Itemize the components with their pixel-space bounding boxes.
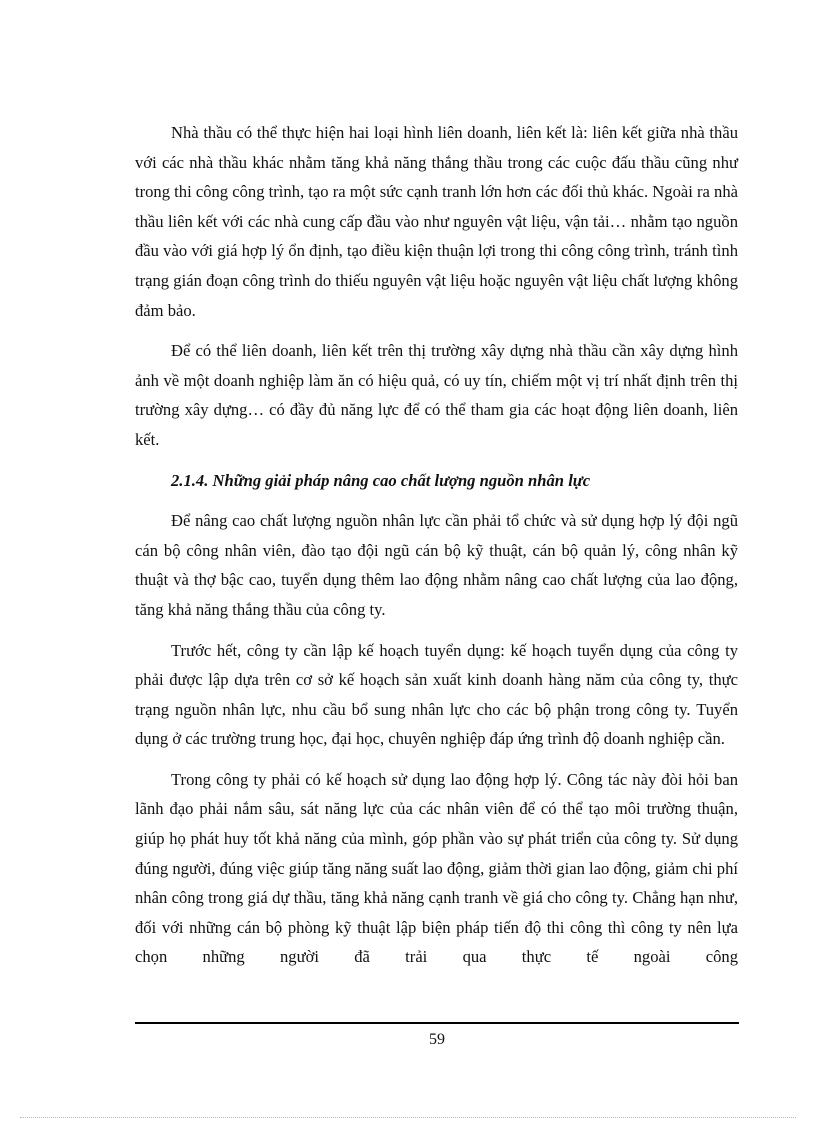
paragraph-hr-quality: Để nâng cao chất lượng nguồn nhân lực cần phải tổ chức và sử dụng hợp lý đội ngũ cán bộ công nhân viên, đào tạo đội ngũ cán bộ kỹ thuật, cán bộ quản lý, công nhân kỹ thuật và thợ bậc cao, tuyển dụng thêm lao động nhằm nâng cao chất lượng của lao động, tăng khả năng thắng thầu của công ty. [135,511,738,619]
paragraph-recruitment-plan: Trước hết, công ty cần lập kế hoạch tuyển dụng: kế hoạch tuyển dụng của công ty phải được lập dựa trên cơ sở kế hoạch sản xuất kinh doanh hàng năm của công ty, thực trạng nguồn nhân lực, nhu cầu bổ sung nhân lực cho các bộ phận trong công ty. Tuyển dụng ở các trường trung học, đại học, chuyên nghiệp đáp ứng trình độ doanh nghiệp cần. [135,640,738,749]
paragraph-labor-usage: Trong công ty phải có kế hoạch sử dụng lao động hợp lý. Công tác này đòi hỏi ban lãnh đạo phải nắm sâu, sát năng lực của các nhân viên để có thể tạo môi trường thuận, giúp họ phát huy tốt khả năng của mình, góp phần vào sự phát triển của công ty. Sử dụng đúng người, đúng việc giúp tăng năng suất lao động, giảm thời gian lao động, giảm chi phí nhân công trong giá dự thầu, tăng khả năng cạnh tranh về giá cho công ty. Chẳng hạn như, đối với những cán bộ phòng kỹ thuật lập biện pháp tiến độ thi công thì công ty nên lựa chọn những người đã trải qua thực tế ngoài công [135,769,738,967]
paragraph-joint-venture-types: Nhà thầu có thể thực hiện hai loại hình liên doanh, liên kết là: liên kết giữa nhà thầu với các nhà thầu khác nhằm tăng khả năng thắng thầu trong các cuộc đấu thầu cũng như trong thi công công trình, tạo ra một sức cạnh tranh lớn hơn các đối thủ khác. Ngoài ra nhà thầu liên kết với các nhà cung cấp đầu vào như nguyên vật liệu, vận tải… nhằm tạo nguồn đầu vào với giá hợp lý ổn định, tạo điều kiện thuận lợi trong thi công công trình, tránh tình trạng gián đoạn công trình do thiếu nguyên vật liệu hoặc nguyên vật liệu chất lượng không đảm bảo. [135,123,739,320]
body-text [135,118,738,972]
section-heading: 2.1.4. Những giải pháp nâng cao chất lượng nguồn nhân lực [171,470,591,490]
page-bottom-dotted-border [20,1117,796,1118]
paragraph-joint-venture-requirements: Để có thể liên doanh, liên kết trên thị trường xây dựng nhà thầu cần xây dựng hình ảnh về một doanh nghiệp làm ăn có hiệu quả, có uy tín, chiếm một vị trí nhất định trên thị trường xây dựng… có đầy đủ năng lực để có thể tham gia các hoạt động liên doanh, liên kết. [135,341,738,449]
page-number: 59 [429,1031,445,1048]
footer-divider [135,1022,739,1024]
